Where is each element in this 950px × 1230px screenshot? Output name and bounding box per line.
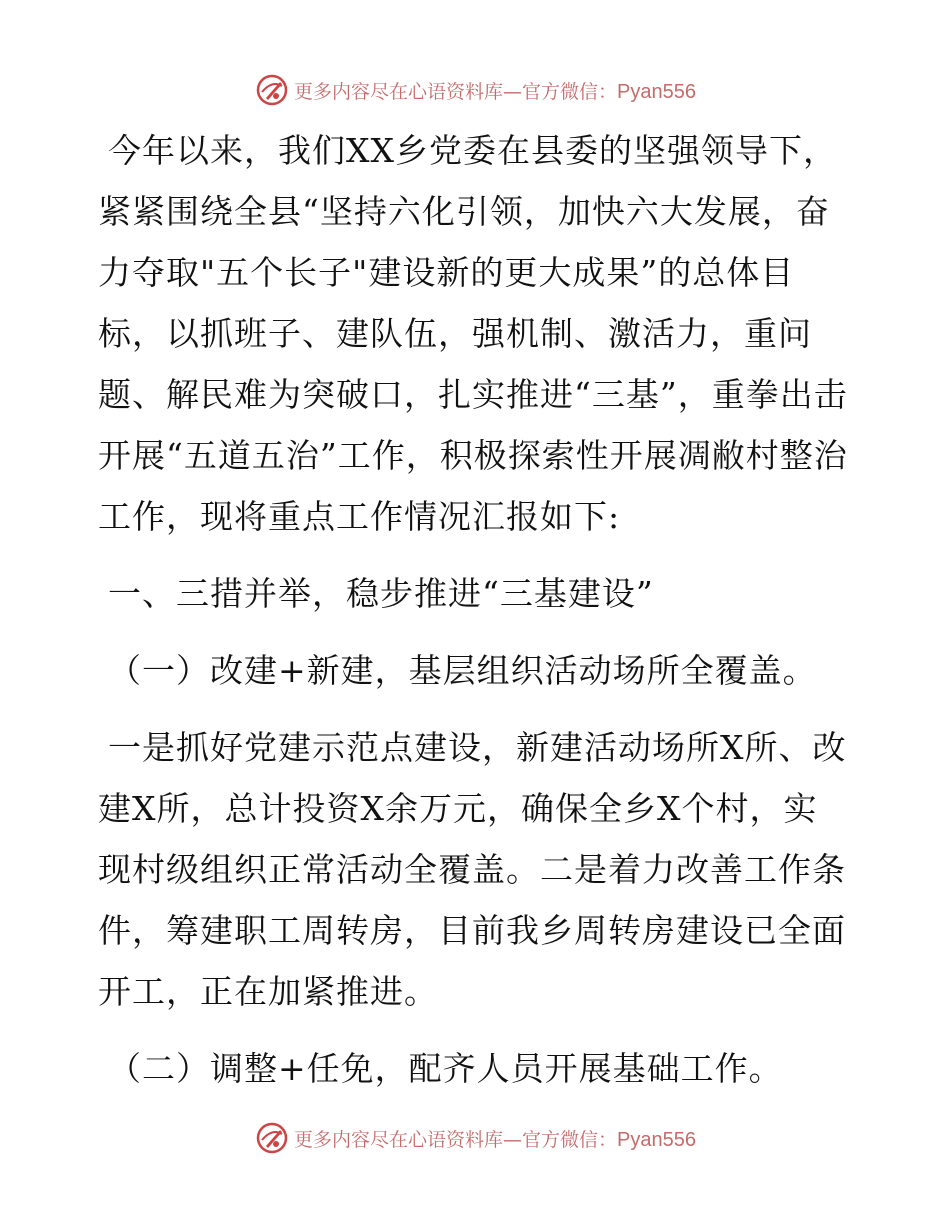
watermark-text: 更多内容尽在心语资料库—官方微信：Pyan556 bbox=[294, 1128, 696, 1151]
pen-swirl-logo-icon bbox=[254, 72, 290, 108]
pen-swirl-logo-icon bbox=[254, 1120, 290, 1156]
watermark-text: 更多内容尽在心语资料库—官方微信：Pyan556 bbox=[294, 80, 696, 103]
subsection-heading-1: （一）改建+新建，基层组织活动场所全覆盖。 bbox=[108, 651, 817, 690]
subsection-heading-2: （二）调整+任免，配齐人员开展基础工作。 bbox=[108, 1049, 783, 1088]
section-heading-1: 一、三措并举，稳步推进“三基建设” bbox=[108, 574, 654, 613]
watermark-banner-top bbox=[0, 70, 950, 110]
body-paragraph-2: 一是抓好党建示范点建设，新建活动场所X所、改建X所，总计投资X余万元，确保全乡X个村，实现村级组织正常活动全覆盖。二是着力改善工作条件，筹建职工周转房，目前我乡周转房建设已全面开工，正在加紧推进。 bbox=[98, 728, 847, 1011]
watermark-banner-bottom bbox=[0, 1118, 950, 1158]
intro-paragraph: 今年以来，我们XX乡党委在县委的坚强领导下，紧紧围绕全县“坚持六化引领，加快六大发展，奋力夺取"五个长子"建设新的更大成果”的总体目标，以抓班子、建队伍，强机制、激活力，重问题、解民难为突破口，扎实推进“三基”，重拳出击开展“五道五治”工作，积极探索性开展凋敝村整治工作，现将重点工作情况汇报如下: bbox=[98, 131, 848, 536]
document-body bbox=[98, 120, 850, 1099]
